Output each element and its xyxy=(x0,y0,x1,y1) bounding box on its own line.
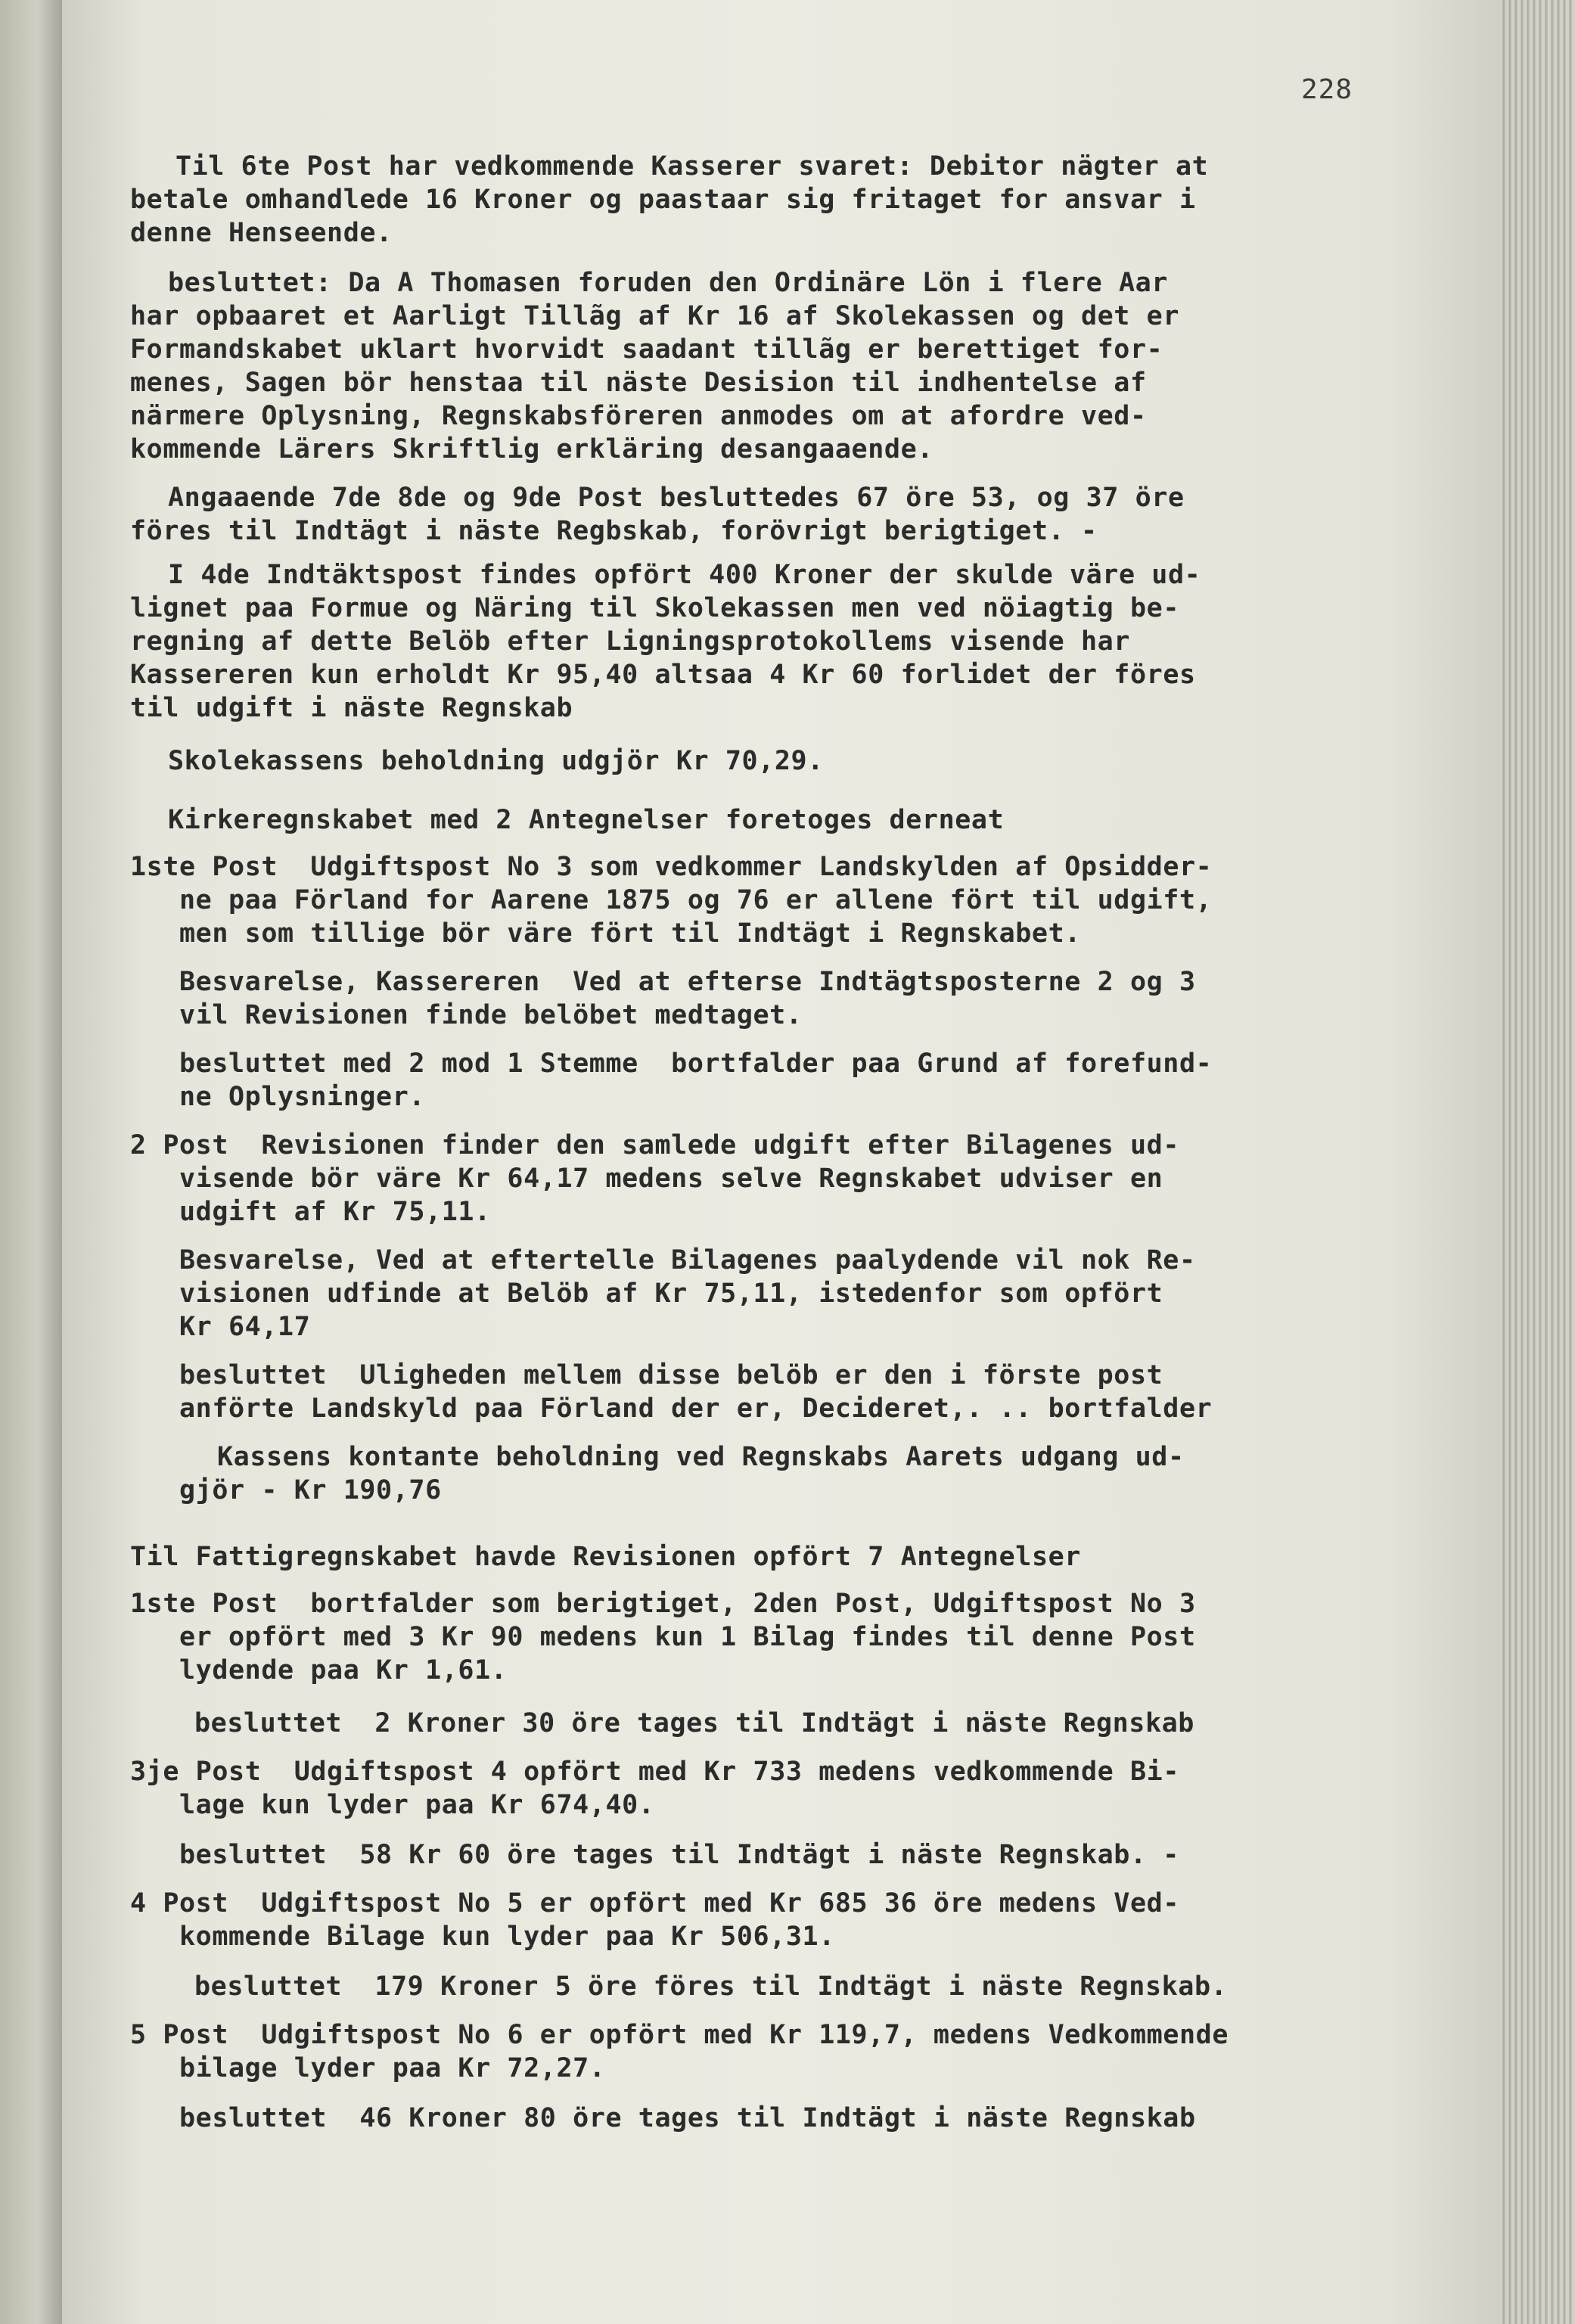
text-line: bilage lyder paa Kr 72,27. xyxy=(179,2053,606,2083)
text-line: besluttet: Da A Thomasen foruden den Ordinäre Lön i flere Aar xyxy=(168,268,1168,298)
text-line: Besvarelse, Kassereren Ved at efterse Indtägtsposterne 2 og 3 xyxy=(179,967,1196,997)
text-line: er opfört med 3 Kr 90 medens kun 1 Bilag findes til denne Post xyxy=(179,1622,1196,1652)
text-line: kommende Bilage kun lyder paa Kr 506,31. xyxy=(179,1922,835,1952)
text-line: ne paa Förland for Aarene 1875 og 76 er allene fört til udgift, xyxy=(179,885,1213,915)
text-line: närmere Oplysning, Regnskabsföreren anmodes om at afordre ved- xyxy=(130,401,1147,431)
text-line: Kassereren kun erholdt Kr 95,40 altsaa 4 Kr 60 forlidet der föres xyxy=(130,660,1196,690)
text-line: til udgift i näste Regnskab xyxy=(130,693,573,723)
text-line: gjör - Kr 190,76 xyxy=(179,1475,442,1505)
text-line: I 4de Indtäktspost findes opfört 400 Kroner der skulde väre ud- xyxy=(168,560,1201,590)
text-line: betale omhandlede 16 Kroner og paastaar sig fritaget for ansvar i xyxy=(130,185,1196,215)
facing-page-edge xyxy=(0,0,68,2324)
text-line: besluttet 58 Kr 60 öre tages til Indtägt i näste Regnskab. - xyxy=(179,1840,1179,1870)
text-line: 4 Post Udgiftspost No 5 er opfört med Kr 685 36 öre medens Ved- xyxy=(130,1888,1179,1919)
text-line: lage kun lyder paa Kr 674,40. xyxy=(179,1790,655,1820)
text-line: visionen udfinde at Belöb af Kr 75,11, istedenfor som opfört xyxy=(179,1279,1163,1309)
text-line: 3je Post Udgiftspost 4 opfört med Kr 733 medens vedkommende Bi- xyxy=(130,1757,1179,1787)
document-page xyxy=(62,0,1499,2324)
text-line: lydende paa Kr 1,61. xyxy=(179,1655,508,1686)
book-page-edges xyxy=(1499,0,1575,2324)
text-line: Formandskabet uklart hvorvidt saadant tillãg er berettiget for- xyxy=(130,334,1163,365)
text-line: Skolekassens beholdning udgjör Kr 70,29. xyxy=(168,746,824,776)
text-line: besluttet 2 Kroner 30 öre tages til Indtägt i näste Regnskab xyxy=(194,1708,1194,1738)
text-line: Kr 64,17 xyxy=(179,1312,311,1342)
text-line: regning af dette Belöb efter Ligningsprotokollems visende har xyxy=(130,626,1130,657)
text-line: udgift af Kr 75,11. xyxy=(179,1197,491,1227)
text-line: lignet paa Formue og Näring til Skolekassen men ved nöiagtig be- xyxy=(130,593,1179,623)
text-line: Til Fattigregnskabet havde Revisionen opfört 7 Antegnelser xyxy=(130,1542,1081,1572)
text-line: 1ste Post Udgiftspost No 3 som vedkommer Landskylden af Opsidder- xyxy=(130,852,1213,882)
text-line: besluttet med 2 mod 1 Stemme bortfalder paa Grund af forefund- xyxy=(179,1049,1213,1079)
text-line: menes, Sagen bör henstaa til näste Desision til indhentelse af xyxy=(130,368,1147,398)
text-line: anförte Landskyld paa Förland der er, Decideret,. .. bortfalder xyxy=(179,1393,1213,1424)
text-line: föres til Indtägt i näste Regbskab, forövrigt berigtiget. - xyxy=(130,516,1098,546)
text-line: besluttet Uligheden mellem disse belöb er den i förste post xyxy=(179,1360,1163,1390)
text-line: besluttet 46 Kroner 80 öre tages til Indtägt i näste Regnskab xyxy=(179,2103,1196,2133)
text-line: men som tillige bör väre fört til Indtägt i Regnskabet. xyxy=(179,918,1081,949)
text-line: Kirkeregnskabet med 2 Antegnelser foretoges derneat xyxy=(168,805,1005,835)
text-line: ne Oplysninger. xyxy=(179,1082,426,1112)
page-number: 228 xyxy=(1301,74,1353,105)
text-line: 1ste Post bortfalder som berigtiget, 2den Post, Udgiftspost No 3 xyxy=(130,1589,1196,1619)
text-line: denne Henseende. xyxy=(130,218,393,248)
text-line: 2 Post Revisionen finder den samlede udgift efter Bilagenes ud- xyxy=(130,1130,1179,1160)
text-line: besluttet 179 Kroner 5 öre föres til Indtägt i näste Regnskab. xyxy=(194,1971,1228,2002)
text-line: vil Revisionen finde belöbet medtaget. xyxy=(179,1000,803,1030)
text-line: visende bör väre Kr 64,17 medens selve Regnskabet udviser en xyxy=(179,1164,1163,1194)
text-line: Besvarelse, Ved at eftertelle Bilagenes paalydende vil nok Re- xyxy=(179,1245,1196,1275)
text-line: har opbaaret et Aarligt Tillãg af Kr 16 af Skolekassen og det er xyxy=(130,301,1179,331)
text-line: Kassens kontante beholdning ved Regnskabs Aarets udgang ud- xyxy=(217,1442,1185,1472)
text-line: Angaaende 7de 8de og 9de Post besluttedes 67 öre 53, og 37 öre xyxy=(168,483,1185,513)
text-line: kommende Lärers Skriftlig erkläring desangaaende. xyxy=(130,434,934,464)
text-line: 5 Post Udgiftspost No 6 er opfört med Kr 119,7, medens Vedkommende xyxy=(130,2020,1229,2050)
text-line: Til 6te Post har vedkommende Kasserer svaret: Debitor nägter at xyxy=(176,151,1209,182)
